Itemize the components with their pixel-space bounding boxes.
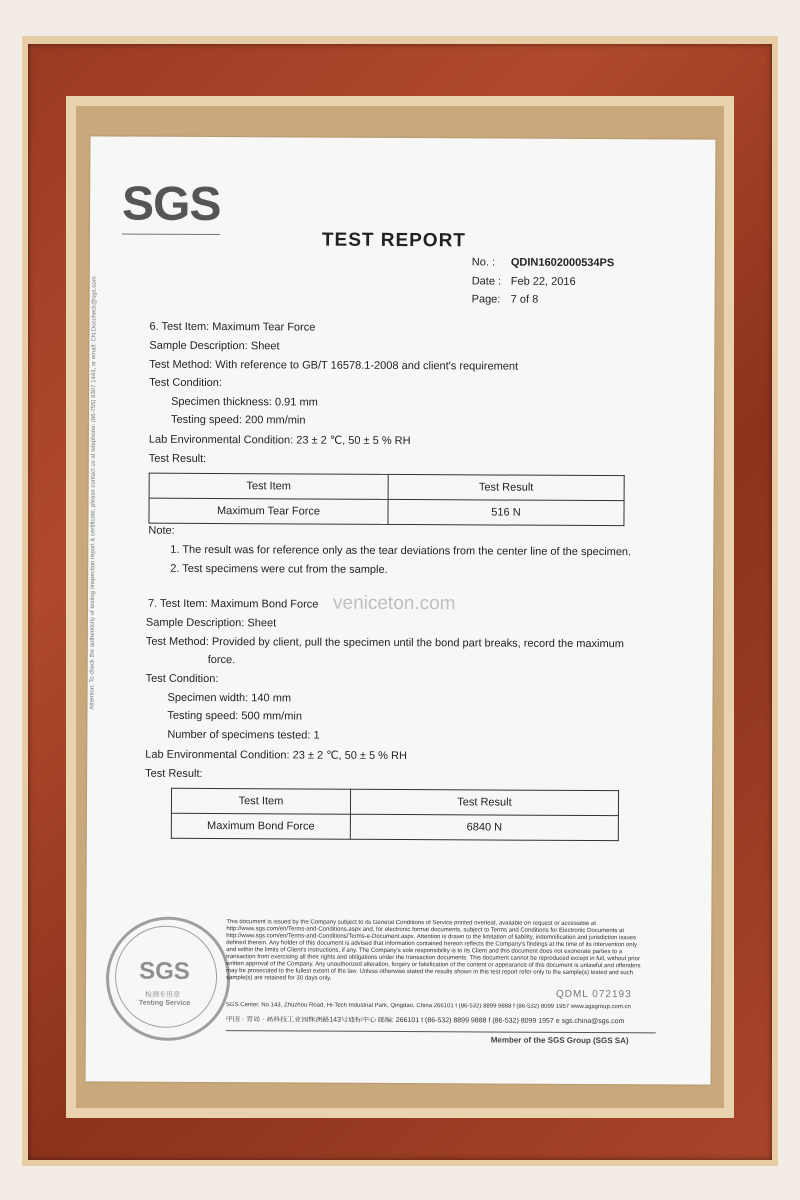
table-header-cell: Test Result bbox=[350, 789, 618, 815]
table-header-cell: Test Item bbox=[171, 788, 350, 814]
table-row bbox=[149, 498, 624, 525]
report-date: Date : Feb 22, 2016 bbox=[471, 275, 576, 288]
section6-sample: Sample Description: Sheet bbox=[149, 339, 280, 353]
section7-width: Specimen width: 140 mm bbox=[167, 691, 292, 705]
section7-env: Lab Environmental Condition: 23 ± 2 ℃, 50 ± 5 % RH bbox=[145, 748, 407, 763]
sgs-logo: SGS bbox=[122, 177, 221, 236]
section7-result-label: Test Result: bbox=[145, 767, 203, 780]
section7-sample: Sample Description: Sheet bbox=[145, 616, 277, 630]
table-cell: 6840 N bbox=[350, 814, 618, 840]
section6-condition: Test Condition: bbox=[149, 376, 222, 390]
sgs-member-line: Member of the SGS Group (SGS SA) bbox=[490, 1035, 629, 1046]
footer-address-en: SGS Center, No.143, Zhuzhou Road, Hi-Tech Industrial Park, Qingdao, China 266101 t (86-532) 8899 9888 f (86-532) 8099 1957 www.sgsgroup.com.cn bbox=[225, 1002, 631, 1011]
table-header-cell: Test Item bbox=[149, 473, 388, 499]
section6-env: Lab Environmental Condition: 23 ± 2 ℃, 50 ± 5 % RH bbox=[148, 433, 411, 448]
report-paper bbox=[86, 136, 716, 1084]
footer-address-cn: 中国 · 青岛 · 高科技工业园株洲路143号通标中心 邮编: 266101 t (86-532) 8899 9888 f (86-532) 8099 1957 e sgs.china@sgs.com bbox=[225, 1016, 625, 1026]
table-cell: Maximum Tear Force bbox=[149, 498, 388, 524]
sgs-stamp bbox=[106, 916, 231, 1041]
table-header-row bbox=[149, 473, 624, 500]
authenticity-side-note: Attention: To check the authenticity of testing /inspection report & certificate, please contact us at telephone: (86-755) 8307 1443, or email: CN.Doccheck@sgs.com bbox=[89, 276, 98, 710]
section7-result-table bbox=[171, 788, 619, 841]
footer-disclaimer: This document is issued by the Company subject to its General Conditions of Service printed overleaf, available on request or accessible at http://www.sgs.com/en/Terms-and-Conditions.aspx and, for electronic format documents, subject to Terms and Conditions for Electronic Documents at http://www.sgs.com/en/Terms-and-Conditions/Terms-e-Document.aspx. Attention is drawn to the limitation of liability, indemnification and jurisdiction issues defined therein. Any holder of this document is advised that information contained hereon reflects the Company's findings at the time of its intervention only and within the limits of Client's instructions, if any. The Company's sole responsibility is to its Client and this document does not exonerate parties to a transaction from exercising all their rights and obligations under the transaction documents. This document cannot be reproduced except in full, without prior written approval of the Company. Any unauthorized alteration, forgery or falsification of the content or appearance of this document is unlawful and offenders may be prosecuted to the fullest extent of the law. Unless otherwise stated the results shown in this test report refer only to the sample(s) tested and such sample(s) are retained for 30 days only. bbox=[226, 919, 641, 982]
section6-heading: 6. Test Item: Maximum Tear Force bbox=[149, 320, 316, 334]
section7-speed: Testing speed: 500 mm/min bbox=[167, 709, 302, 723]
section6-result-label: Test Result: bbox=[148, 452, 207, 465]
section6-note2: 2. Test specimens were cut from the sample. bbox=[170, 562, 388, 576]
section6-method: Test Method: With reference to GB/T 16578.1-2008 and client's requirement bbox=[149, 358, 519, 373]
table-header-row bbox=[171, 788, 618, 815]
footer-divider bbox=[226, 1030, 656, 1033]
table-cell: 516 N bbox=[388, 499, 624, 525]
section6-note1: 1. The result was for reference only as the tear deviations from the center line of the specimen. bbox=[170, 543, 632, 559]
table-header-cell: Test Result bbox=[388, 474, 624, 500]
section7-method-cont: force. bbox=[207, 653, 236, 667]
report-number: No. : QDIN1602000534PS bbox=[471, 256, 615, 270]
stamp-logo: SGS bbox=[139, 957, 190, 985]
stamp-caption-en: Testing Service bbox=[138, 999, 191, 1007]
report-title: TEST REPORT bbox=[321, 229, 467, 252]
section7-number: Number of specimens tested: 1 bbox=[167, 728, 320, 742]
table-row bbox=[171, 813, 618, 840]
stamp-caption-cn: 检测专用章 bbox=[144, 991, 181, 999]
section6-result-table bbox=[148, 473, 624, 526]
watermark: veniceton.com bbox=[332, 592, 456, 615]
section7-method: Test Method: Provided by client, pull the specimen until the bond part breaks, record the maximum bbox=[145, 635, 624, 651]
section7-condition: Test Condition: bbox=[145, 672, 219, 686]
qdml-number: QDML 072193 bbox=[555, 988, 632, 1001]
section7-heading: 7. Test Item: Maximum Bond Force bbox=[148, 597, 319, 611]
section6-note-label: Note: bbox=[148, 524, 175, 537]
report-page: Page: 7 of 8 bbox=[471, 293, 539, 306]
table-cell: Maximum Bond Force bbox=[171, 813, 350, 839]
section6-speed: Testing speed: 200 mm/min bbox=[170, 413, 306, 427]
section6-thickness: Specimen thickness: 0.91 mm bbox=[171, 395, 318, 409]
